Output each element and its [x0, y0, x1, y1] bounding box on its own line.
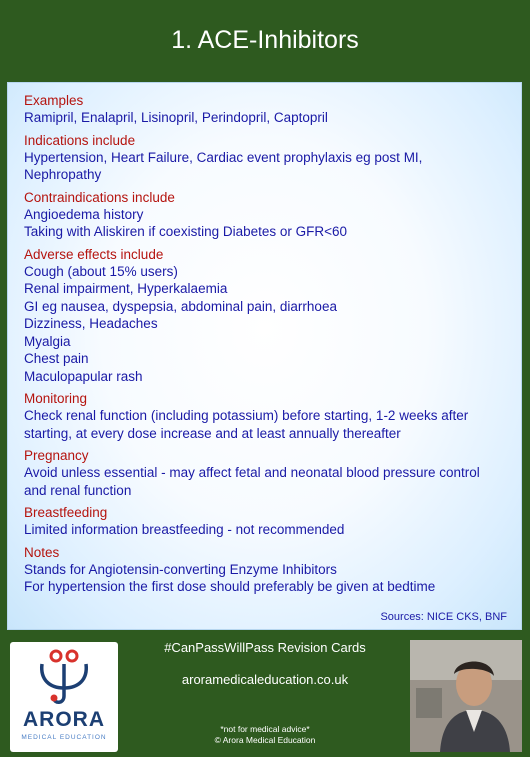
section-line: GI eg nausea, dyspepsia, abdominal pain, diarrhoea: [24, 298, 337, 314]
logo-name: ARORA: [23, 708, 105, 731]
portrait-image-icon: [410, 640, 522, 752]
section-heading: Notes: [24, 544, 60, 560]
section: [24, 190, 521, 241]
section-line: and renal function: [24, 482, 132, 498]
logo-figure-icon: [10, 642, 118, 712]
section: [24, 391, 521, 442]
section-heading: Examples: [24, 93, 84, 108]
section-heading: Breastfeeding: [24, 505, 108, 520]
section-line: Limited information breastfeeding - not recommended: [24, 522, 345, 537]
section: [24, 93, 521, 127]
section-line: Check renal function (including potassium) before starting, 1-2 weeks after: [24, 408, 469, 423]
copyright-text: © Arora Medical Education: [214, 735, 316, 745]
content-panel: [7, 82, 522, 630]
section-line: Ramipril, Enalapril, Lisinopril, Perindopril, Captopril: [24, 110, 328, 125]
section-heading: Pregnancy: [24, 448, 89, 463]
section-line: Avoid unless essential - may affect fetal and neonatal blood pressure control: [24, 465, 480, 480]
section: [24, 133, 521, 184]
section: [24, 505, 521, 539]
section-line: Myalgia: [24, 333, 71, 349]
section: [24, 448, 521, 499]
section-heading: Adverse effects include: [24, 246, 164, 262]
footer-disclaimer: [130, 724, 400, 746]
section-line: For hypertension the first dose should preferably be given at bedtime: [24, 579, 436, 594]
author-photo: [410, 640, 522, 752]
footer-website[interactable]: aroramedicaleducation.co.uk: [181, 672, 349, 687]
section-line: Stands for Angiotensin-converting Enzyme Inhibitors: [24, 561, 337, 577]
section-line: Angioedema history: [24, 206, 144, 222]
section-heading: Indications include: [24, 132, 136, 148]
section: [24, 247, 521, 386]
section-heading: Monitoring: [24, 391, 88, 406]
arora-logo: [10, 642, 118, 752]
section-line: Maculopapular rash: [24, 368, 143, 384]
footer-hashtag: #CanPassWillPass Revision Cards: [164, 640, 366, 655]
section-line: Taking with Aliskiren if coexisting Diabetes or GFR<60: [24, 224, 348, 239]
section-line: Chest pain: [24, 351, 89, 366]
section-line: starting, at every dose increase and at least annually thereafter: [24, 425, 401, 441]
section-line: Hypertension, Heart Failure, Cardiac event prophylaxis eg post MI,: [24, 149, 423, 165]
section-line: Dizziness, Headaches: [24, 316, 158, 331]
section: [24, 545, 521, 596]
logo-subtitle: MEDICAL EDUCATION: [21, 734, 107, 741]
section-line: Cough (about 15% users): [24, 263, 178, 279]
section-line: Nephropathy: [24, 167, 102, 182]
section-heading: Contraindications include: [24, 189, 175, 205]
disclaimer-text: *not for medical advice*: [220, 724, 310, 734]
sources-note: Sources: NICE CKS, BNF: [380, 611, 507, 623]
sections-list: [24, 93, 521, 596]
section-line: Renal impairment, Hyperkalaemia: [24, 281, 228, 296]
card-title: 1. ACE-Inhibitors: [171, 25, 359, 54]
